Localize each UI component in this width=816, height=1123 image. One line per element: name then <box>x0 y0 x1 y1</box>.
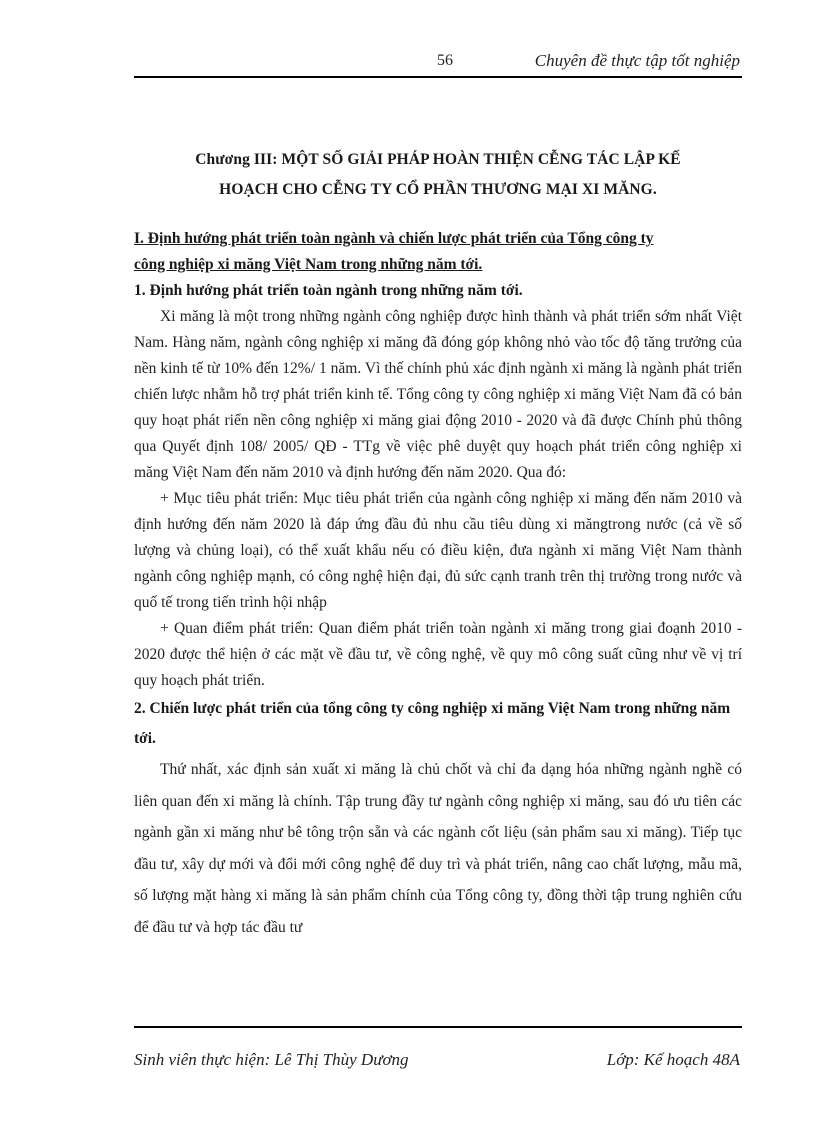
chapter-title <box>134 145 742 205</box>
running-header-title: Chuyên đề thực tập tốt nghiệp <box>534 51 740 70</box>
page-number: 56 <box>437 52 453 69</box>
document-body <box>134 226 742 943</box>
section-1-heading-line-2: công nghiệp xi măng Việt Nam trong những năm tới. <box>134 256 483 273</box>
subsection-2-paragraph-1: Thứ nhất, xác định sản xuất xi măng là chủ chốt và chỉ đa dạng hóa những ngành nghề có liên quan đến xi măng là chính. Tập trung đầy tư ngành công nghiệp xi măng, sau đó ưu tiên các ngành gần xi măng như bê tông trộn sẵn và các ngành cốt liệu (sản phẩm sau xi măng). Tiếp tục đầu tư, xây dự mới và đổi mới công nghệ để duy trì và phát triển, nâng cao chất lượng, mẫu mã, số lượng mặt hàng xi măng là sản phẩm chính của Tổng công ty, đồng thời tập trung nghiên cứu để đầu tư và hợp tác đầu tư <box>134 761 742 936</box>
section-1-heading <box>134 226 742 278</box>
subsection-1-paragraph-3: + Quan điểm phát triển: Quan điểm phát triển toàn ngành xi măng trong giai đoạnh 2010 - 2020 được thể hiện ở các mặt về đầu tư, về công nghệ, về quy mô công suất cũng như về vị trí quy hoạch phát triển. <box>134 620 742 689</box>
chapter-title-line-1: Chương III: MỘT SỐ GIẢI PHÁP HOÀN THIỆN CỄNG TÁC LẬP KẾ <box>195 151 681 168</box>
subsection-2-heading: 2. Chiến lược phát triển của tổng công ty công nghiệp xi măng Việt Nam trong những năm tới. <box>134 700 731 747</box>
section-1-heading-line-1: I. Định hướng phát triển toàn ngành và chiến lược phát triển của Tổng công ty <box>134 230 654 247</box>
chapter-title-line-2: HOẠCH CHO CỄNG TY CỔ PHẦN THƯƠNG MẠI XI MĂNG. <box>219 181 657 198</box>
footer-student-name: Sinh viên thực hiện: Lê Thị Thùy Dương <box>134 1050 409 1069</box>
subsection-1-heading: 1. Định hướng phát triển toàn ngành trong những năm tới. <box>134 282 523 299</box>
subsection-1-paragraph-2: + Mục tiêu phát triển: Mục tiêu phát triển của ngành công nghiệp xi măng đến năm 2010 và định hướng đến năm 2020 là đáp ứng đầu đủ nhu cầu tiêu dùng xi măngtrong nước (cả về số lượng và chủng loại), có thể xuất khẩu nếu có điều kiện, đưa ngành xi măng Việt Nam thành ngành công nghiệp mạnh, có công nghệ hiện đại, đủ sức cạnh tranh trên thị trường trong nước và quố tế trong tiến trình hội nhập <box>134 490 742 611</box>
header-divider <box>134 76 742 78</box>
footer-class-name: Lớp: Kế hoạch 48A <box>606 1050 740 1069</box>
subsection-1-paragraph-1: Xi măng là một trong những ngành công nghiệp được hình thành và phát triển sớm nhất Việt Nam. Hàng năm, ngành công nghiệp xi măng đã đóng góp không nhỏ vào tốc độ tăng trưởng của nền kinh tế từ 10% đến 12%/ 1 năm. Vì thế chính phủ xác định ngành xi măng là ngành phát triển chiến lược nhằm hỗ trợ phát triển kinh tế. Tổng công ty công nghiệp xi măng Việt Nam đã có bản quy hoạt phát riển nền công nghiệp xi măng giai động 2010 - 2020 và đã được Chính phủ thông qua Quyết định 108/ 2005/ QĐ - TTg về việc phê duyệt quy hoạch phát triển công nghiệp xi măng Việt Nam đến năm 2010 và định hướng đến năm 2020. Qua đó: <box>134 308 742 481</box>
footer-divider <box>134 1026 742 1028</box>
